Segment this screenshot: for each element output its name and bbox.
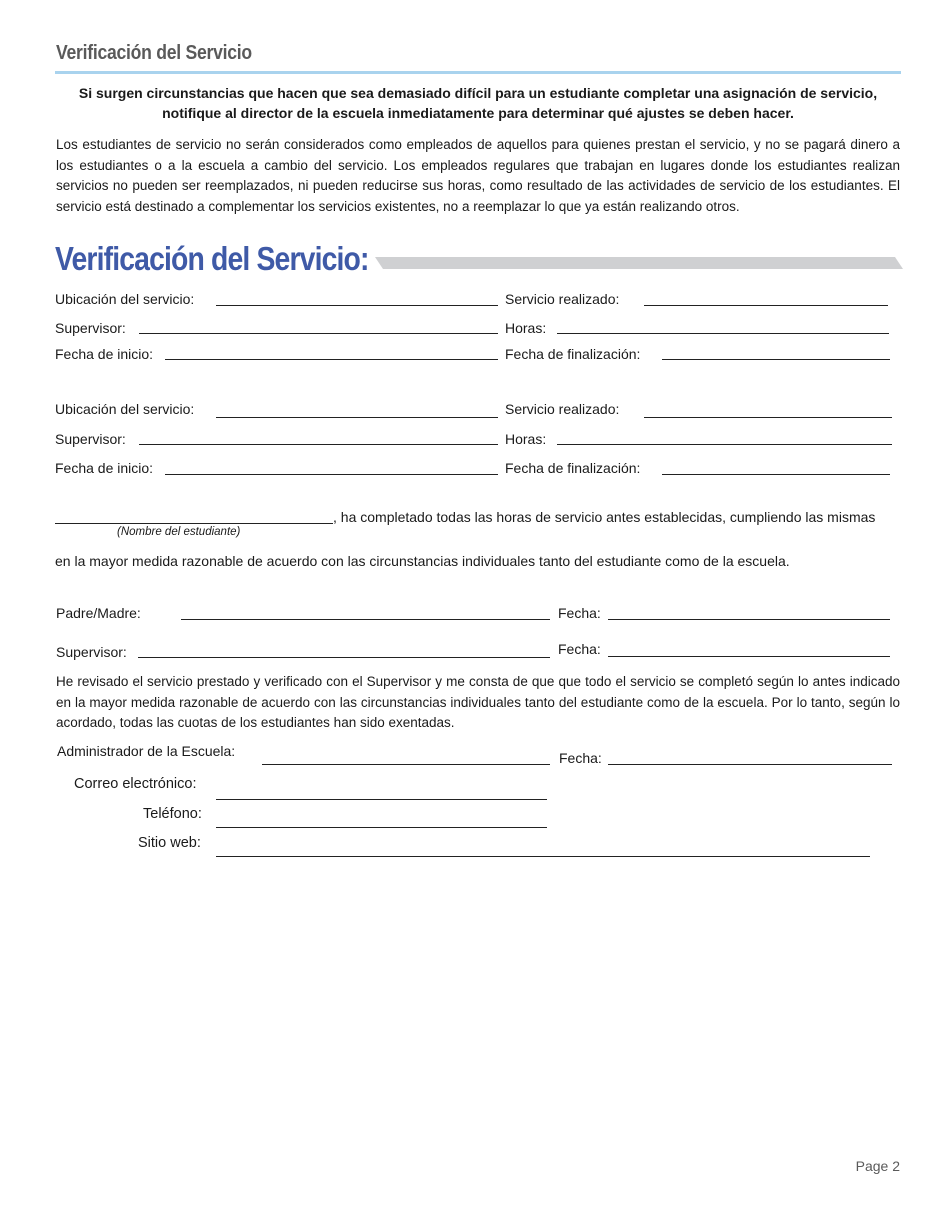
- admin-date-label: Fecha:: [559, 750, 602, 766]
- student-name-field[interactable]: [55, 523, 333, 524]
- block2-hours-field[interactable]: [557, 444, 892, 445]
- block2-service-label: Servicio realizado:: [505, 401, 620, 417]
- website-label: Sitio web:: [138, 835, 201, 851]
- block2-start-label: Fecha de inicio:: [55, 460, 154, 476]
- administrator-signature-field[interactable]: [262, 764, 550, 765]
- title-decoration-bar: [375, 257, 903, 269]
- notice-text: Si surgen circunstancias que hacen que sea demasiado difícil para un estudiante completar una asignación de servicio, notifique al director de la escuela inmediatamente para determinar qué ajustes se deben hacer.: [78, 85, 878, 121]
- intro-paragraph: Los estudiantes de servicio no serán considerados como empleados de aquellos para quienes prestan el servicio, y no se pagará dinero a los estudiantes o a la escuela a cambio del servicio. Los empleados regulares que trabajan en lugares donde los estudiantes realizan servicios no pueden ser reemplazados, ni pueden reducirse sus horas, como resultado de las actividades de servicio de los estudiantes. El servicio está destinado a complementar los servicios existentes, no a reemplazar lo que ya están realizando otros.: [56, 137, 900, 214]
- form-title: Verificación del Servicio:: [55, 240, 369, 277]
- block2-service-field[interactable]: [644, 417, 892, 418]
- parent-signature-field[interactable]: [181, 619, 550, 620]
- block1-service-label: Servicio realizado:: [505, 291, 620, 307]
- title-rule: [55, 71, 901, 74]
- phone-label: Teléfono:: [143, 806, 202, 822]
- website-field[interactable]: [216, 856, 870, 857]
- block2-start-field[interactable]: [165, 474, 498, 475]
- block2-supervisor-label: Supervisor:: [55, 431, 126, 447]
- block1-start-label: Fecha de inicio:: [55, 346, 154, 362]
- block2-end-field[interactable]: [662, 474, 890, 475]
- supervisor-sign-label: Supervisor:: [56, 644, 127, 660]
- block2-location-field[interactable]: [216, 417, 498, 418]
- email-label: Correo electrónico:: [74, 776, 197, 792]
- parent-date-field[interactable]: [608, 619, 890, 620]
- parent-date-label: Fecha:: [558, 605, 601, 621]
- block1-end-label: Fecha de finalización:: [505, 346, 641, 362]
- block1-end-field[interactable]: [662, 359, 890, 360]
- section-title: Verificación del Servicio: [56, 42, 252, 64]
- block1-location-field[interactable]: [216, 305, 498, 306]
- statement-line-1: , ha completado todas las horas de servicio antes establecidas, cumpliendo las mismas: [333, 509, 876, 525]
- block2-hours-label: Horas:: [505, 431, 547, 447]
- phone-field[interactable]: [216, 827, 547, 828]
- block2-location-label: Ubicación del servicio:: [55, 401, 195, 417]
- block1-hours-field[interactable]: [557, 333, 889, 334]
- parent-label: Padre/Madre:: [56, 605, 141, 621]
- block1-hours-label: Horas:: [505, 320, 547, 336]
- page-number: Page 2: [855, 1158, 900, 1174]
- block1-location-label: Ubicación del servicio:: [55, 291, 195, 307]
- block2-end-label: Fecha de finalización:: [505, 460, 641, 476]
- block1-service-field[interactable]: [644, 305, 888, 306]
- student-name-caption: (Nombre del estudiante): [117, 526, 241, 538]
- block2-supervisor-field[interactable]: [139, 444, 498, 445]
- administrator-label: Administrador de la Escuela:: [57, 743, 236, 759]
- admin-date-field[interactable]: [608, 764, 892, 765]
- review-paragraph: He revisado el servicio prestado y verificado con el Supervisor y me consta de que que todo el servicio se completó según lo antes indicado en la mayor medida razonable de acuerdo con las circunstancias individuales tanto del estudiante como de la escuela. Por lo tanto, según lo acordado, todas las cuotas de los estudiantes han sido exentadas.: [56, 674, 900, 730]
- supervisor-signature-field[interactable]: [138, 657, 550, 658]
- block1-supervisor-field[interactable]: [139, 333, 498, 334]
- supervisor-date-label: Fecha:: [558, 641, 601, 657]
- email-field[interactable]: [216, 799, 547, 800]
- block1-start-field[interactable]: [165, 359, 498, 360]
- supervisor-date-field[interactable]: [608, 656, 890, 657]
- block1-supervisor-label: Supervisor:: [55, 320, 126, 336]
- statement-line-2: en la mayor medida razonable de acuerdo con las circunstancias individuales tanto del estudiante como de la escuela.: [55, 553, 790, 569]
